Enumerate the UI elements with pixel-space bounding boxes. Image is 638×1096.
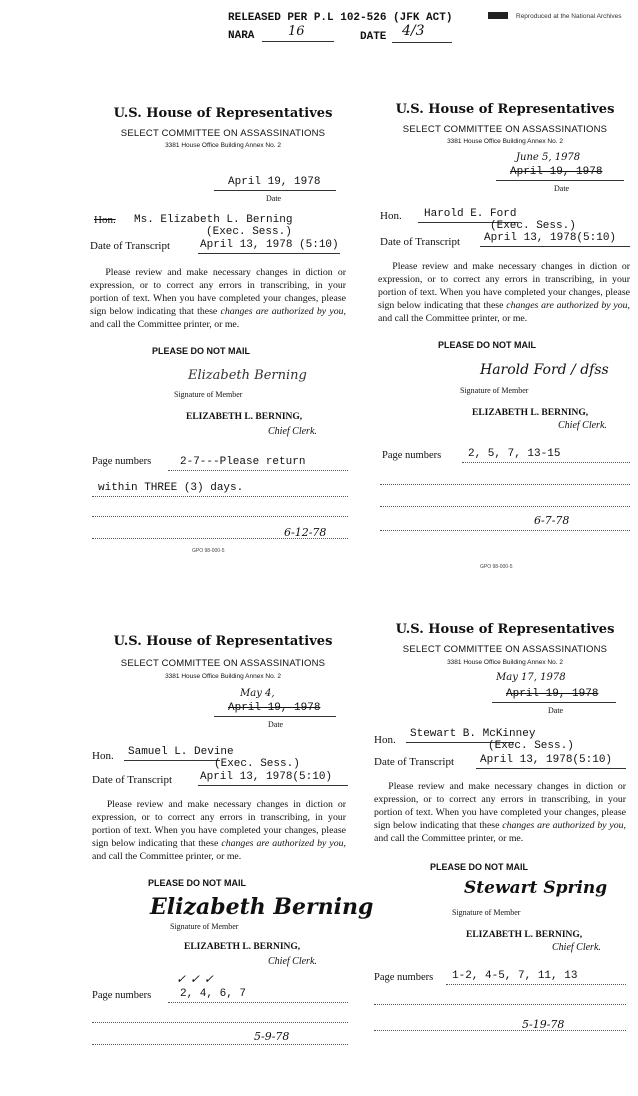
instructions-italic: changes are authorized by you,	[221, 838, 346, 849]
instructions-text: Please review and make necessary changes in diction or expression, or to correct any errors in transcribing, in your portion of text. When you have completed your changes, please sign below indicating that these	[378, 261, 630, 311]
page-line-3	[374, 1030, 626, 1031]
committee-name: SELECT COMMITTEE ON ASSASSINATIONS	[120, 128, 326, 139]
nara-underline	[262, 41, 334, 42]
transcript-form-ford	[370, 96, 638, 570]
national-archives-note: Reproduced at the National Archives	[516, 13, 622, 20]
page-line-3	[92, 1044, 348, 1045]
transcript-form-devine	[88, 626, 374, 1096]
clerk-name: ELIZABETH L. BERNING,	[184, 942, 301, 952]
hon-label: Hon.	[374, 734, 396, 746]
instructions-tail: and call the Committee printer, or me.	[378, 313, 528, 324]
date-caption: Date	[268, 720, 284, 729]
exec-session: (Exec. Sess.)	[488, 740, 574, 752]
committee-name: SELECT COMMITTEE ON ASSASSINATIONS	[402, 124, 608, 135]
member-name: Samuel L. Devine	[128, 746, 234, 758]
date-caption: Date	[554, 184, 570, 193]
form-date-struck: April 19, 1978	[510, 166, 603, 178]
member-signature: Stewart Spring	[464, 878, 608, 898]
transcript-underline	[476, 768, 626, 769]
instructions	[90, 266, 346, 331]
check-marks: ✓ ✓ ✓	[176, 972, 214, 986]
page-line-2	[380, 484, 630, 485]
page-line-3	[92, 516, 348, 517]
instructions-tail: and call the Committee printer, or me.	[92, 851, 242, 862]
transcript-underline	[480, 246, 630, 247]
transcript-date: April 13, 1978 (5:10)	[200, 239, 339, 251]
transcript-date: April 13, 1978(5:10)	[480, 754, 613, 766]
instructions-italic: changes are authorized by you,	[220, 306, 346, 317]
transcript-label: Date of Transcript	[92, 774, 173, 786]
transcript-form-berning	[88, 100, 358, 570]
date-stamp-value: 4/3	[402, 23, 425, 39]
date-caption: Date	[266, 194, 282, 203]
page-line-1	[462, 462, 630, 463]
hon-label: Hon.	[380, 210, 402, 222]
clerk-title: Chief Clerk.	[552, 942, 601, 953]
clerk-title: Chief Clerk.	[268, 426, 317, 437]
release-stamp: RELEASED PER P.L 102-526 (JFK ACT)	[228, 12, 453, 24]
do-not-mail: PLEASE DO NOT MAIL	[430, 862, 529, 872]
form-date-struck: April 19, 1978	[228, 702, 321, 714]
member-signature: Elizabeth Berning	[188, 368, 307, 383]
page-numbers-label: Page numbers	[92, 990, 152, 1001]
form-title: U.S. House of Representatives	[113, 106, 333, 121]
gpo-mark: GPO 98-000-5	[480, 564, 513, 570]
member-signature: Elizabeth Berning	[150, 894, 374, 920]
signature-caption: Signature of Member	[452, 908, 521, 917]
page-line-1	[168, 470, 348, 471]
handwritten-date: 6-7-78	[534, 514, 570, 527]
page-line-3	[380, 506, 630, 507]
member-name: Harold E. Ford	[424, 208, 517, 220]
member-signature: Harold Ford / dfss	[480, 362, 609, 378]
date-stamp-underline	[392, 42, 452, 43]
committee-name: SELECT COMMITTEE ON ASSASSINATIONS	[120, 658, 326, 669]
page-line-2	[374, 1004, 626, 1005]
handwritten-date: 5-19-78	[522, 1018, 565, 1031]
committee-address: 3381 House Office Building Annex No. 2	[165, 673, 281, 680]
page-numbers: 2-7---Please return	[180, 456, 306, 468]
date-underline	[496, 180, 624, 181]
committee-address: 3381 House Office Building Annex No. 2	[447, 138, 563, 145]
clerk-title: Chief Clerk.	[558, 420, 607, 431]
transcript-date: April 13, 1978(5:10)	[484, 232, 617, 244]
date-caption: Date	[548, 706, 564, 715]
page-numbers-label: Page numbers	[92, 456, 152, 467]
do-not-mail: PLEASE DO NOT MAIL	[438, 340, 537, 350]
handwritten-form-date: June 5, 1978	[516, 152, 581, 163]
form-title: U.S. House of Representatives	[395, 622, 615, 637]
signature-caption: Signature of Member	[170, 922, 239, 931]
clerk-name: ELIZABETH L. BERNING,	[186, 412, 303, 422]
page-numbers-label: Page numbers	[382, 450, 442, 461]
instructions-text: Please review and make necessary changes in diction or expression, or to correct any errors in transcribing, in your portion of text. When you have completed your changes, please sign below indicating that these	[92, 799, 346, 849]
page-line-4	[92, 538, 348, 539]
gpo-mark: GPO 98-000-5	[192, 548, 225, 554]
page-line-1	[446, 984, 626, 985]
instructions	[374, 780, 626, 845]
instructions-tail: and call the Committee printer, or me.	[374, 833, 524, 844]
transcript-underline	[198, 253, 340, 254]
transcript-label: Date of Transcript	[380, 236, 461, 248]
clerk-title: Chief Clerk.	[268, 956, 317, 967]
transcript-form-mckinney	[370, 614, 638, 1084]
exec-session: (Exec. Sess.)	[490, 220, 576, 232]
member-underline	[124, 760, 220, 761]
page-line-1	[168, 1002, 348, 1003]
instructions-text: Please review and make necessary changes in diction or expression, or to correct any errors in transcribing, in your portion of text. When you have completed your changes, please sign below indicating that these	[90, 267, 346, 317]
committee-address: 3381 House Office Building Annex No. 2	[447, 659, 563, 666]
exec-session: (Exec. Sess.)	[206, 226, 292, 238]
transcript-date: April 13, 1978(5:10)	[200, 771, 333, 783]
date-stamp-label: DATE	[360, 31, 387, 43]
instructions	[378, 260, 630, 325]
hon-label-struck: Hon.	[94, 214, 116, 226]
signature-caption: Signature of Member	[460, 386, 529, 395]
handwritten-form-date: May 4,	[240, 688, 275, 699]
nara-value: 16	[288, 24, 305, 39]
do-not-mail: PLEASE DO NOT MAIL	[148, 878, 247, 888]
transcript-label: Date of Transcript	[374, 756, 455, 768]
handwritten-form-date: May 17, 1978	[496, 672, 566, 683]
page-numbers-cont: within THREE (3) days.	[98, 482, 244, 494]
form-date-struck: April 19, 1978	[506, 688, 599, 700]
date-underline	[214, 716, 336, 717]
transcript-label: Date of Transcript	[90, 240, 171, 252]
form-date: April 19, 1978	[228, 176, 321, 188]
instructions-italic: changes are authorized by you,	[502, 820, 626, 831]
signature-caption: Signature of Member	[174, 390, 243, 399]
do-not-mail: PLEASE DO NOT MAIL	[152, 346, 251, 356]
page-line-2	[92, 1022, 348, 1023]
form-title: U.S. House of Representatives	[113, 634, 333, 649]
committee-name: SELECT COMMITTEE ON ASSASSINATIONS	[402, 644, 608, 655]
instructions-italic: changes are authorized by you,	[506, 300, 630, 311]
exec-session: (Exec. Sess.)	[214, 758, 300, 770]
committee-address: 3381 House Office Building Annex No. 2	[165, 142, 281, 149]
redaction-mark	[488, 12, 508, 19]
page-numbers: 2, 5, 7, 13-15	[468, 448, 561, 460]
handwritten-date: 5-9-78	[254, 1030, 290, 1043]
page-numbers: 2, 4, 6, 7	[180, 988, 247, 1000]
transcript-underline	[198, 785, 348, 786]
hon-label: Hon.	[92, 750, 114, 762]
page-numbers: 1-2, 4-5, 7, 11, 13	[452, 970, 578, 982]
page-line-4	[380, 530, 630, 531]
page-line-2	[92, 496, 348, 497]
instructions	[92, 798, 346, 863]
date-underline	[492, 702, 616, 703]
handwritten-date: 6-12-78	[284, 526, 327, 539]
member-name: Ms. Elizabeth L. Berning	[134, 214, 293, 226]
member-name: Stewart B. McKinney	[410, 728, 536, 740]
nara-label: NARA	[228, 30, 255, 42]
page-numbers-label: Page numbers	[374, 972, 434, 983]
date-underline	[214, 190, 336, 191]
clerk-name: ELIZABETH L. BERNING,	[466, 930, 583, 940]
instructions-text: Please review and make necessary changes in diction or expression, or to correct any errors in transcribing, in your portion of text. When you have completed your changes, please sign below indicating that these	[374, 781, 626, 831]
form-title: U.S. House of Representatives	[395, 102, 615, 117]
instructions-tail: and call the Committee printer, or me.	[90, 319, 240, 330]
clerk-name: ELIZABETH L. BERNING,	[472, 408, 589, 418]
